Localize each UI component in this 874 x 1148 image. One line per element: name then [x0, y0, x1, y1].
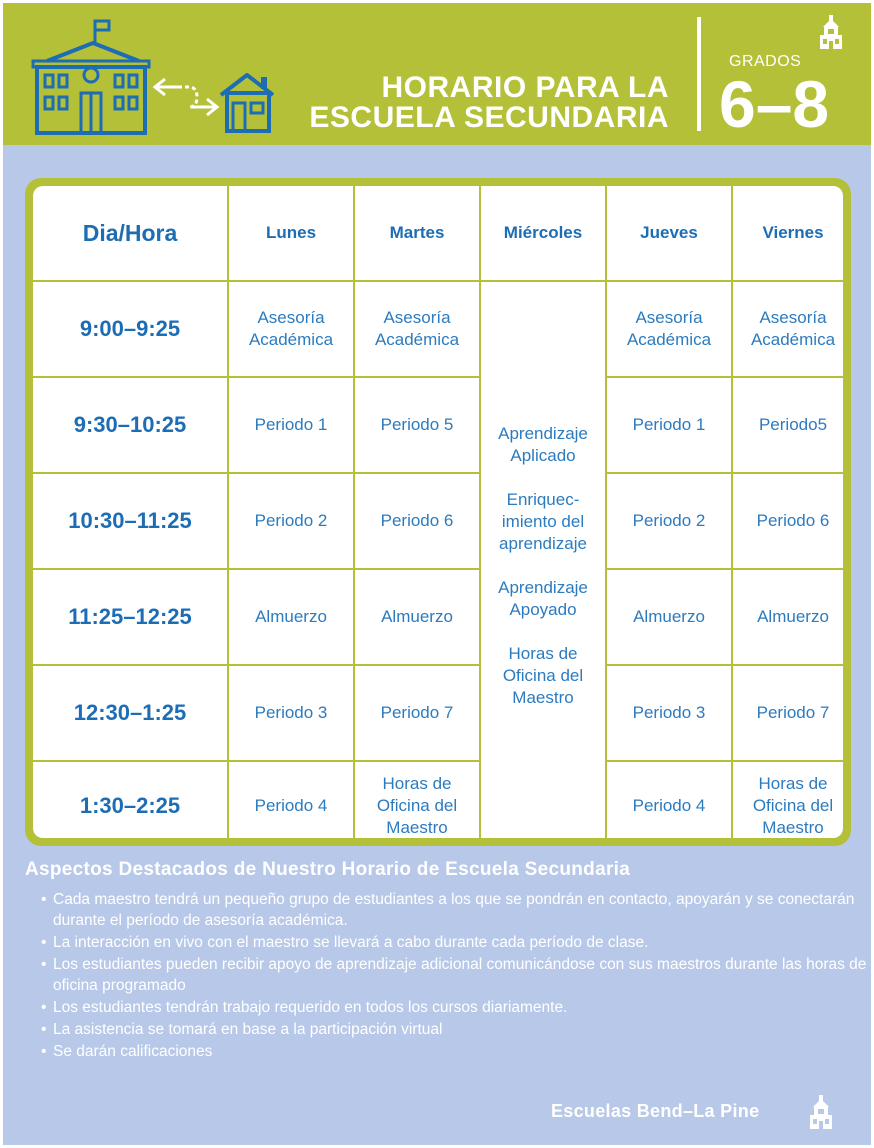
highlight-item: • Cada maestro tendrá un pequeño grupo de estudiantes a los que se pondrán en contacto, apoyarán y se conectarán durante el período de asesoría académica.: [53, 889, 871, 931]
highlights-list: [25, 889, 871, 1062]
header-friday: Viernes: [733, 186, 843, 280]
schedule-cell: Almuerzo: [355, 570, 479, 664]
highlights-title: Aspectos Destacados de Nuestro Horario de Escuela Secundaria: [25, 859, 631, 880]
header-monday: Lunes: [229, 186, 353, 280]
page: [3, 3, 871, 1145]
schedule-table-frame: [25, 178, 851, 846]
schedule-table: [33, 186, 843, 838]
schedule-cell: Periodo 7: [733, 666, 843, 760]
bell-tower-icon: [819, 15, 843, 49]
schedule-cell: Periodo 2: [229, 474, 353, 568]
schedule-cell: Asesoría Académica: [607, 282, 731, 376]
header-day-time: Dia/Hora: [33, 186, 227, 280]
schedule-cell: Periodo 3: [229, 666, 353, 760]
schedule-cell: Periodo 1: [229, 378, 353, 472]
schedule-cell: Periodo 7: [355, 666, 479, 760]
highlight-item: • La asistencia se tomará en base a la participación virtual: [53, 1019, 871, 1040]
highlight-item: • Los estudiantes tendrán trabajo requerido en todos los cursos diariamente.: [53, 997, 871, 1018]
schedule-cell: Periodo 5: [355, 378, 479, 472]
schedule-cell: Almuerzo: [229, 570, 353, 664]
time-slot: 11:25–12:25: [33, 570, 227, 664]
grades-range: 6–8: [719, 67, 830, 141]
schedule-cell: Periodo 4: [607, 762, 731, 838]
schedule-cell: Periodo 6: [733, 474, 843, 568]
wednesday-item: Aprendizaje Aplicado: [498, 424, 588, 465]
grades-label: GRADOS: [729, 53, 802, 70]
schedule-cell: Periodo 3: [607, 666, 731, 760]
wednesday-item: Horas de Oficina del Maestro: [502, 644, 584, 707]
title-line-1: HORARIO PARA LA: [381, 71, 669, 104]
wednesday-item: Enriquec-imiento del aprendizaje: [499, 490, 587, 553]
highlight-item: • Se darán calificaciones: [53, 1041, 871, 1062]
schedule-cell: Horas de Oficina del Maestro: [355, 762, 479, 838]
title-line-2: ESCUELA SECUNDARIA: [309, 101, 669, 134]
footer-org-name: Escuelas Bend–La Pine: [551, 1101, 760, 1121]
header-divider: [697, 17, 701, 131]
highlights-section: [25, 859, 871, 1063]
header-wednesday: Miércoles: [481, 186, 605, 280]
schedule-cell: Horas de Oficina del Maestro: [733, 762, 843, 838]
schedule-cell: Almuerzo: [733, 570, 843, 664]
header-thursday: Jueves: [607, 186, 731, 280]
time-slot: 12:30–1:25: [33, 666, 227, 760]
schedule-cell: Periodo 1: [607, 378, 731, 472]
bell-tower-icon: [809, 1095, 833, 1129]
page-title: [293, 73, 669, 133]
wednesday-schedule-cell: [481, 282, 605, 838]
schedule-grid: [33, 186, 843, 838]
schedule-cell: Periodo 4: [229, 762, 353, 838]
highlight-item: • La interacción en vivo con el maestro se llevará a cabo durante cada período de clase.: [53, 932, 871, 953]
schedule-cell: Periodo 6: [355, 474, 479, 568]
header-banner: [3, 3, 871, 145]
time-slot: 10:30–11:25: [33, 474, 227, 568]
school-to-home-icon: [29, 17, 279, 137]
header-tuesday: Martes: [355, 186, 479, 280]
schedule-cell: Periodo5: [733, 378, 843, 472]
schedule-cell: Periodo 2: [607, 474, 731, 568]
wednesday-item: Aprendizaje Apoyado: [498, 578, 588, 619]
time-slot: 9:00–9:25: [33, 282, 227, 376]
schedule-cell: Asesoría Académica: [229, 282, 353, 376]
schedule-cell: Asesoría Académica: [733, 282, 843, 376]
schedule-cell: Asesoría Académica: [355, 282, 479, 376]
time-slot: 1:30–2:25: [33, 762, 227, 838]
time-slot: 9:30–10:25: [33, 378, 227, 472]
schedule-cell: Almuerzo: [607, 570, 731, 664]
highlight-item: • Los estudiantes pueden recibir apoyo de aprendizaje adicional comunicándose con sus maestros durante las horas de oficina programado: [53, 954, 871, 996]
